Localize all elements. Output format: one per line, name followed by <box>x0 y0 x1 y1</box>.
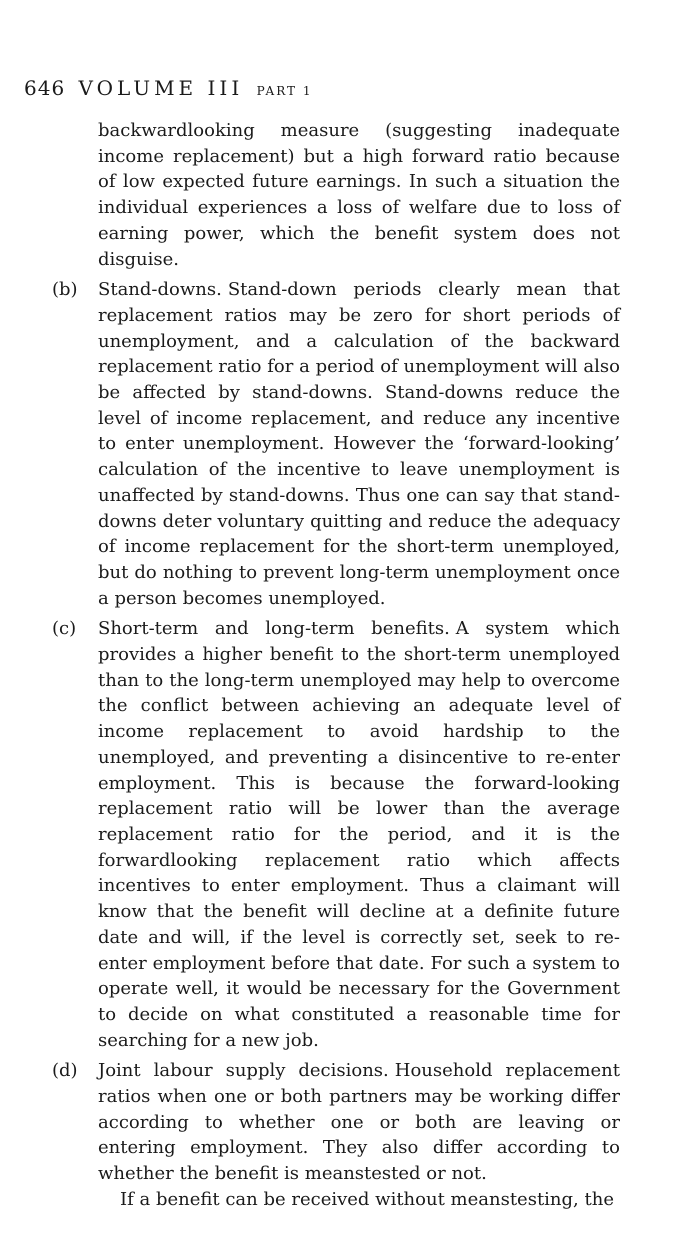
item-text: A system which provides a higher benefit to the short-term unemployed than to the long-term unemployed may help to overcome the conflict between achieving an adequate level of income replacement to avoid hardship to the unemployed, and preventing a disincentive to re-enter employment. This is because the forward-looking replacement ratio will be lower than the average replacement ratio for the period, and it is the forwardlooking replacement ratio which affects incentives to enter employment. Thus a claimant will know that the benefit will decline at a definite future date and will, if the level is correctly set, seek to re-enter employment before that date. For such a system to operate well, it would be necessary for the Government to decide on what constituted a reasonable time for searching for a new job. <box>98 618 620 1051</box>
list-item-b <box>52 277 620 611</box>
list-item-d <box>52 1058 620 1187</box>
list-item-c <box>52 616 620 1053</box>
item-label: (b) <box>52 279 78 301</box>
item-heading: Joint labour supply decisions. <box>98 1060 389 1082</box>
part-label: PART 1 <box>256 84 313 98</box>
item-heading: Short-term and long-term benefits. <box>98 618 450 640</box>
page-number: 646 <box>24 76 66 100</box>
running-header <box>24 76 313 100</box>
final-paragraph: If a benefit can be received without meanstesting, the <box>120 1188 614 1210</box>
item-heading: Stand-downs. <box>98 279 222 301</box>
item-text: Stand-down periods clearly mean that replacement ratios may be zero for short periods of unemployment, and a calculation of the backward replacement ratio for a period of unemployment will also be affected by stand-downs. Stand-downs reduce the level of income replacement, and reduce any incentive to enter unemployment. However the ‘forward-looking’ calculation of the incentive to leave unemployment is unaffected by stand-downs. Thus one can say that stand-downs deter voluntary quitting and reduce the adequacy of income replacement for the short-term unemployed, but do nothing to prevent long-term unemployment once a person becomes unemployed. <box>98 279 620 609</box>
item-label: (c) <box>52 618 77 640</box>
item-text: Household replacement ratios when one or both partners may be working differ according to whether one or both are leaving or entering employment. They also differ according to whether the benefit is meanstested or not. <box>98 1060 620 1185</box>
item-label: (d) <box>52 1060 78 1082</box>
page-body <box>52 118 620 1213</box>
continuation-paragraph: backwardlooking measure (suggesting inadequate income replacement) but a high forward ratio because of low expected future earnings. In such a situation the individual experiences a loss of welfare due to loss of earning power, which the benefit system does not disguise. <box>98 120 620 270</box>
volume-title: VOLUME III <box>78 76 244 100</box>
